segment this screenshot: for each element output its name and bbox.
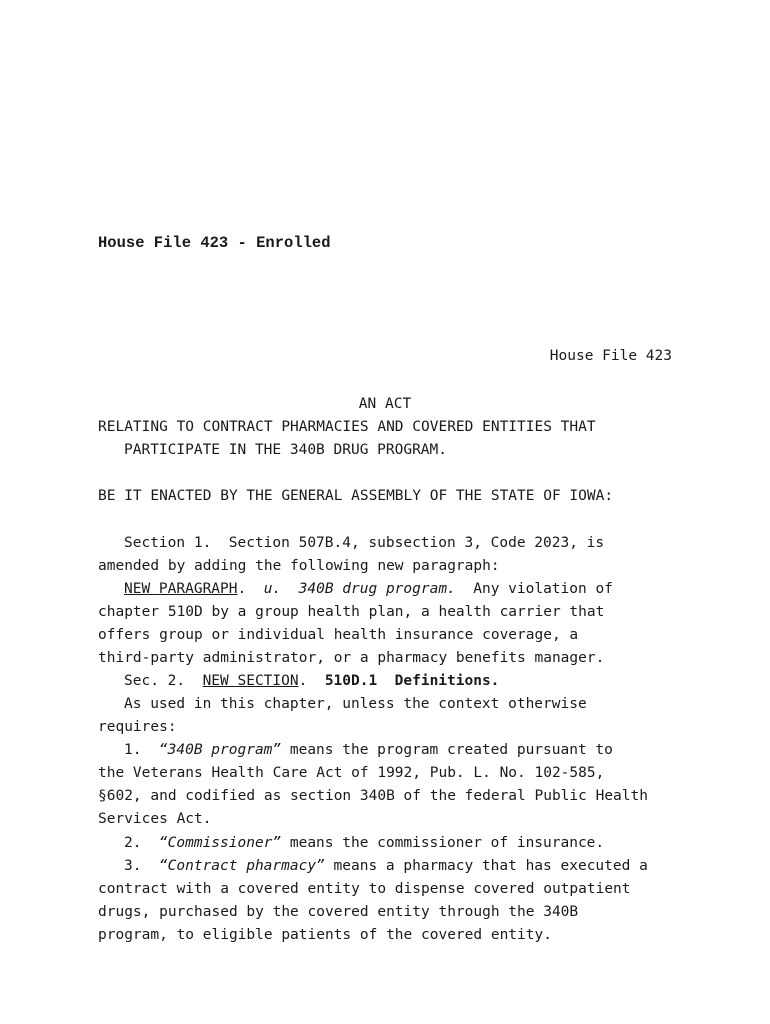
paragraph-heading: 340B drug program. [298, 581, 456, 597]
definition-term: “Commissioner” [158, 835, 282, 851]
paragraph-letter: u. [263, 581, 282, 597]
section2-line: requires: [98, 719, 177, 735]
section1-line: offers group or individual health insurance coverage, a [98, 627, 579, 643]
act-heading: AN ACT [358, 396, 412, 412]
paragraph-text: Any violation of [455, 581, 613, 597]
definition-text: means the commissioner of insurance. [281, 835, 605, 851]
definition-number: 2. [124, 835, 159, 851]
definition-line: the Veterans Health Care Act of 1992, Pub. L. No. 102-585, [98, 765, 605, 781]
definition-term: “Contract pharmacy” [158, 858, 325, 874]
definition-line [124, 740, 613, 760]
definition-line: §602, and codified as section 340B of the federal Public Health [98, 788, 648, 804]
definition-text: means the program created pursuant to [281, 742, 613, 758]
section2-heading-line [124, 671, 499, 691]
section1-line: chapter 510D by a group health plan, a health carrier that [98, 604, 605, 620]
act-title-line: PARTICIPATE IN THE 340B DRUG PROGRAM. [124, 442, 448, 458]
definition-line [124, 856, 648, 876]
separator [281, 581, 298, 597]
definition-text: means a pharmacy that has executed a [324, 858, 648, 874]
section-heading: 510D.1 Definitions. [324, 673, 500, 689]
definition-number: 3. [124, 858, 159, 874]
page-title: House File 423 - Enrolled [98, 234, 331, 252]
definition-term: “340B program” [158, 742, 282, 758]
section2-line: As used in this chapter, unless the context otherwise [124, 696, 587, 712]
section1-line: third-party administrator, or a pharmacy benefits manager. [98, 650, 605, 666]
definition-line: drugs, purchased by the covered entity through the 340B [98, 904, 579, 920]
section1-new-paragraph-line [124, 579, 613, 599]
section1-line: Section 1. Section 507B.4, subsection 3, Code 2023, is [124, 535, 605, 551]
enacting-clause: BE IT ENACTED BY THE GENERAL ASSEMBLY OF THE STATE OF IOWA: [98, 488, 614, 504]
file-reference: House File 423 [549, 348, 672, 364]
act-title-line: RELATING TO CONTRACT PHARMACIES AND COVERED ENTITIES THAT [98, 419, 596, 435]
definition-line: program, to eligible patients of the covered entity. [98, 927, 552, 943]
new-section-label: NEW SECTION [202, 673, 299, 689]
section1-line: amended by adding the following new paragraph: [98, 558, 500, 574]
definition-line [124, 833, 604, 853]
separator: . [237, 581, 264, 597]
new-paragraph-label: NEW PARAGRAPH [124, 581, 238, 597]
definition-number: 1. [124, 742, 159, 758]
definition-line: contract with a covered entity to dispense covered outpatient [98, 881, 631, 897]
definition-line: Services Act. [98, 811, 212, 827]
section-label: Sec. 2. [124, 673, 203, 689]
separator: . [298, 673, 325, 689]
